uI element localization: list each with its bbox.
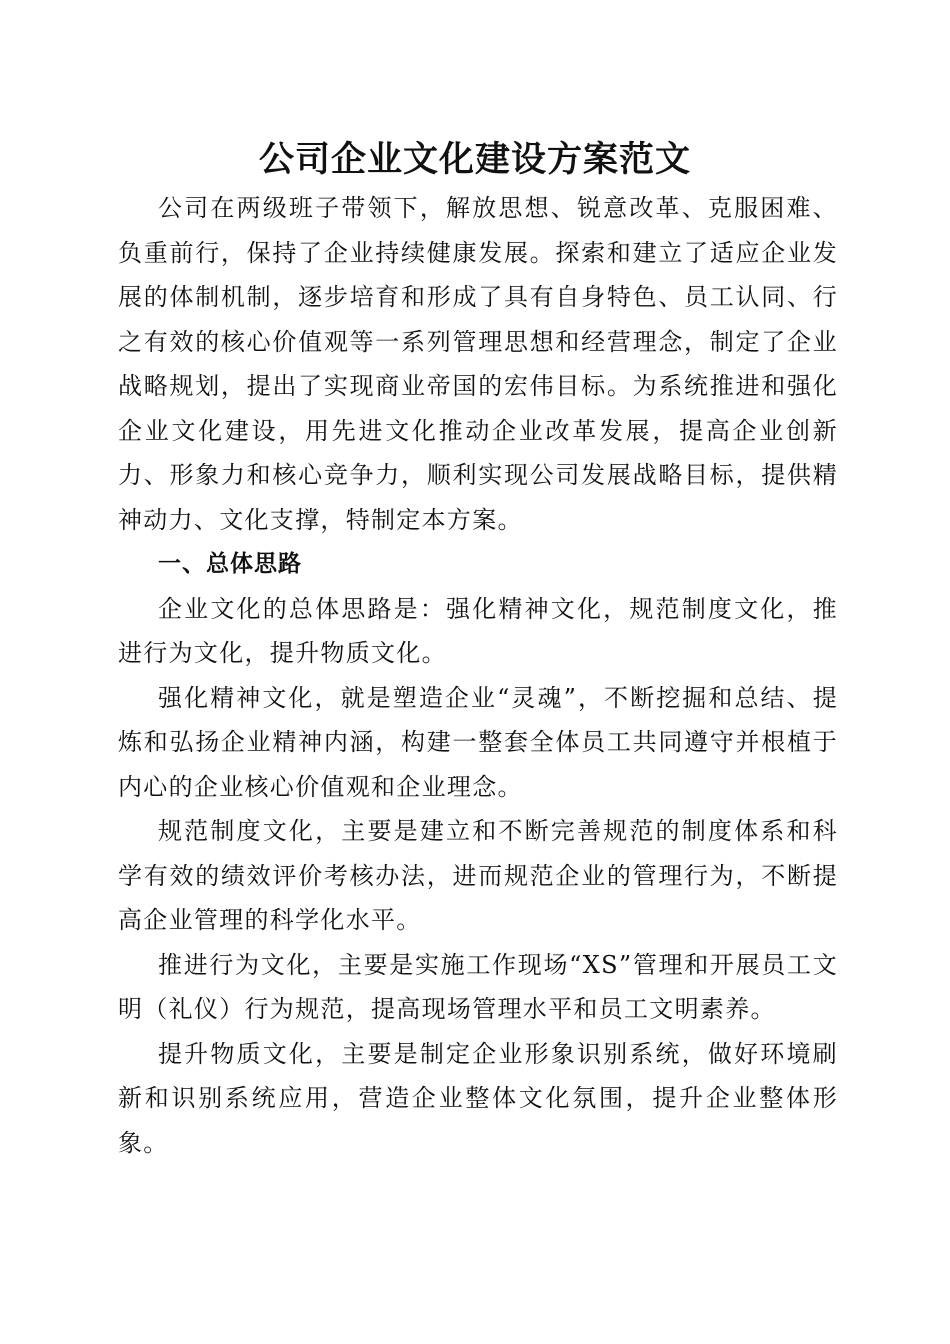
paragraph-spiritual-culture: 强化精神文化，就是塑造企业“灵魂”，不断挖掘和总结、提炼和弘扬企业精神内涵，构建一整套全体员工共同遵守并根植于内心的企业核心价值观和企业理念。: [118, 683, 838, 801]
document-title: 公司企业文化建设方案范文: [258, 139, 691, 180]
intro-paragraph: 公司在两级班子带领下，解放思想、锐意改革、克服困难、负重前行，保持了企业持续健康发展。探索和建立了适应企业发展的体制机制，逐步培育和形成了具有自身特色、员工认同、行之有效的核心价值观等一系列管理思想和经营理念，制定了企业战略规划，提出了实现商业帝国的宏伟目标。为系统推进和强化企业文化建设，用先进文化推动企业改革发展，提高企业创新力、形象力和核心竞争力，顺利实现公司发展战略目标，提供精神动力、文化支撑，特制定本方案。: [118, 194, 838, 534]
section-heading-overall-approach: 一、总体思路: [158, 551, 302, 577]
paragraph-behavioral-culture: 推进行为文化，主要是实施工作现场“XS”管理和开展员工文明（礼仪）行为规范，提高现场管理水平和员工文明素养。: [118, 950, 838, 1023]
paragraph-overall-approach: 企业文化的总体思路是：强化精神文化，规范制度文化，推进行为文化，提升物质文化。: [118, 594, 838, 667]
paragraph-institutional-culture: 规范制度文化，主要是建立和不断完善规范的制度体系和科学有效的绩效评价考核办法，进而规范企业的管理行为，不断提高企业管理的科学化水平。: [118, 817, 838, 934]
paragraph-material-culture: 提升物质文化，主要是制定企业形象识别系统，做好环境刷新和识别系统应用，营造企业整体文化氛围，提升企业整体形象。: [118, 1039, 838, 1157]
document-body: [118, 186, 838, 1165]
